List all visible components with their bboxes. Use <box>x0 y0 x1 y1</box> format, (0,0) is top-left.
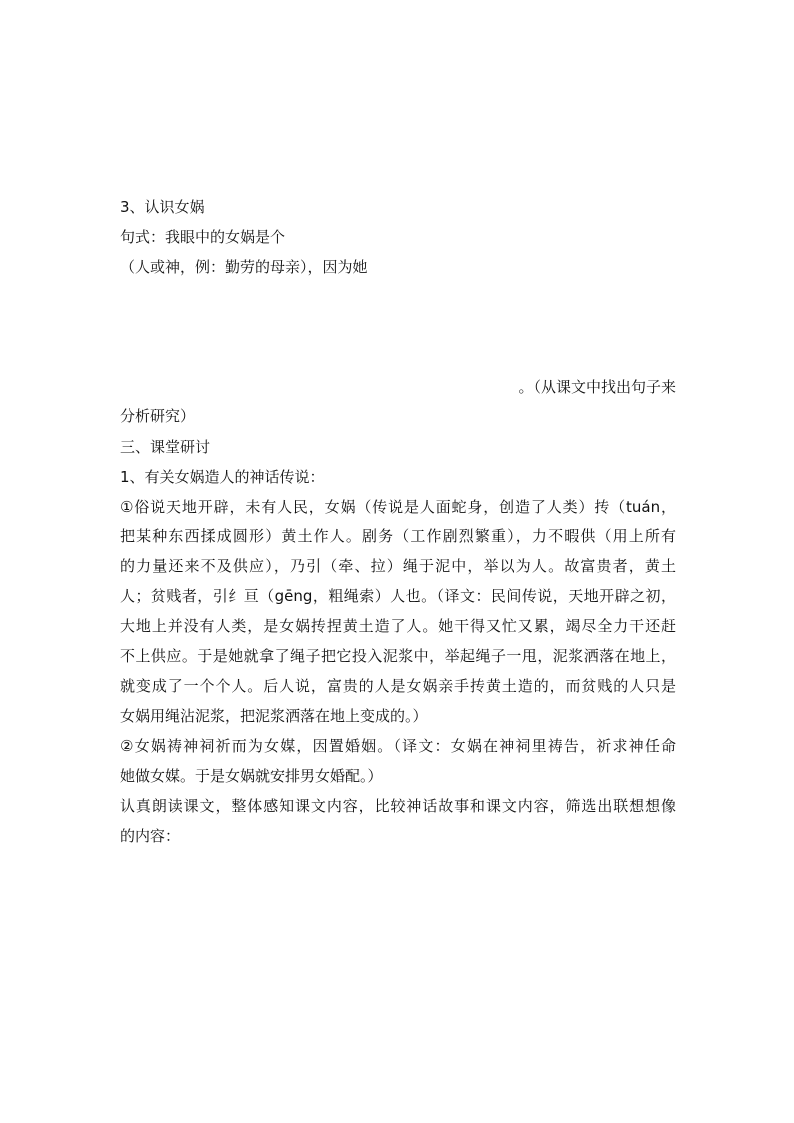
myth2-line: 她做女媒。于是女娲就安排男女婚配。） <box>120 767 383 785</box>
part-heading: 三、课堂研讨 <box>120 438 211 456</box>
myth1-line: 的力量还来不及供应），乃引（牵、拉）绳于泥中，举以为人。故富贵者，黄土 <box>120 557 676 575</box>
sentence-hint: （人或神，例：勤劳的母亲），因为她 <box>120 258 368 276</box>
instruction-line: 认真朗读课文，整体感知课文内容，比较神话故事和课文内容，筛选出联想想像 <box>120 797 676 815</box>
sentence-tail-continued: 分析研究） <box>120 407 196 425</box>
myth1-line: 把某种东西揉成圆形）黄土作人。剧务（工作剧烈繁重），力不暇供（用上所有 <box>120 527 676 545</box>
myth1-line: 不上供应。于是她就拿了绳子把它投入泥浆中，举起绳子一甩，泥浆洒落在地上， <box>120 647 676 665</box>
subsection-heading: 1、有关女娲造人的神话传说： <box>120 468 325 486</box>
instruction-line: 的内容： <box>120 827 181 845</box>
myth1-line: 人；贫贱者，引纟亘（gēng，粗绳索）人也。（译文：民间传说，天地开辟之初， <box>120 587 676 605</box>
myth1-line: 大地上并没有人类，是女娲抟捏黄土造了人。她干得又忙又累，竭尽全力干还赶 <box>120 617 676 635</box>
section-heading: 3、认识女娲 <box>120 198 205 216</box>
myth1-line: ①俗说天地开辟，未有人民，女娲（传说是人面蛇身，创造了人类）抟（tuán， <box>120 498 676 516</box>
myth1-line: 就变成了一个个人。后人说，富贵的人是女娲亲手抟黄土造的，而贫贱的人只是 <box>120 677 676 695</box>
myth2-line: ②女娲祷神祠祈而为女媒，因置婚姻。（译文：女娲在神祠里祷告，祈求神任命 <box>120 737 676 755</box>
sentence-tail: 。（从课文中找出句子来 <box>518 378 676 396</box>
sentence-pattern: 句式：我眼中的女娲是个 <box>120 228 286 246</box>
document-page <box>120 0 676 1123</box>
myth1-line: 女娲用绳沾泥浆，把泥浆洒落在地上变成的。） <box>120 707 428 725</box>
